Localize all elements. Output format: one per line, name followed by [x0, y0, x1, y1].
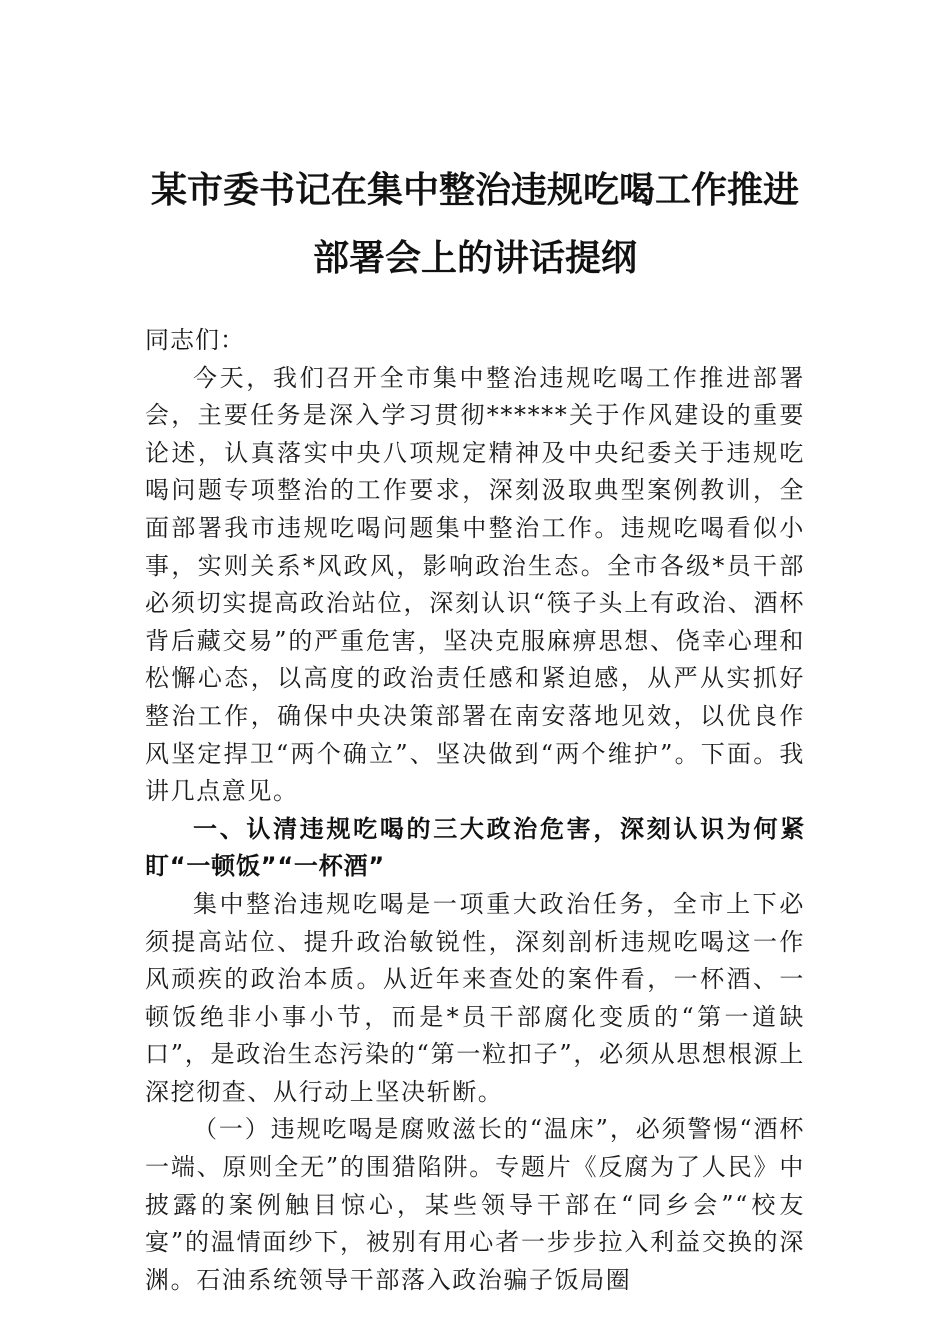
- salutation: 同志们：: [145, 326, 245, 354]
- document-title-line-2: 部署会上的讲话提纲: [312, 237, 637, 279]
- intro-paragraph: 今天，我们召开全市集中整治违规吃喝工作推进部署会，主要任务是深入学习贯彻******关于作风建设的重要论述，认真落实中央八项规定精神及中央纪委关于违规吃喝问题专项整治的工作要求，深刻汲取典型案例教训，全面部署我市违规吃喝问题集中整治工作。违规吃喝看似小事，实则关系*风政风，影响政治生态。全市各级*员干部必须切实提高政治站位，深刻认识“筷子头上有政治、酒杯背后藏交易”的严重危害，坚决克服麻痹思想、侥幸心理和松懈心态，以高度的政治责任感和紧迫感，从严从实抓好整治工作，确保中央决策部署在南安落地见效，以优良作风坚定捍卫“两个确立”、坚决做到“两个维护”。下面。我讲几点意见。: [145, 363, 805, 806]
- document-title-line-1: 某市委书记在集中整治违规吃喝工作推进: [150, 169, 799, 211]
- section-1-heading: 一、认清违规吃喝的三大政治危害，深刻认识为何紧盯“一顿饭”“一杯酒”: [145, 814, 805, 881]
- section-1-paragraph: 集中整治违规吃喝是一项重大政治任务，全市上下必须提高站位、提升政治敏锐性，深刻剖析违规吃喝这一作风顽疾的政治本质。从近年来查处的案件看，一杯酒、一顿饭绝非小事小节，而是*员干部腐化变质的“第一道缺口”，是政治生态污染的“第一粒扣子”，必须从思想根源上深挖彻查、从行动上坚决斩断。: [145, 889, 805, 1106]
- subsection-1-paragraph: （一）违规吃喝是腐败滋长的“温床”，必须警惕“酒杯一端、原则全无”的围猎陷阱。专题片《反腐为了人民》中披露的案例触目惊心，某些领导干部在“同乡会”“校友宴”的温情面纱下，被别有用心者一步步拉入利益交换的深渊。石油系统领导干部落入政治骗子饭局圈: [145, 1115, 805, 1294]
- document-body: [145, 322, 805, 1299]
